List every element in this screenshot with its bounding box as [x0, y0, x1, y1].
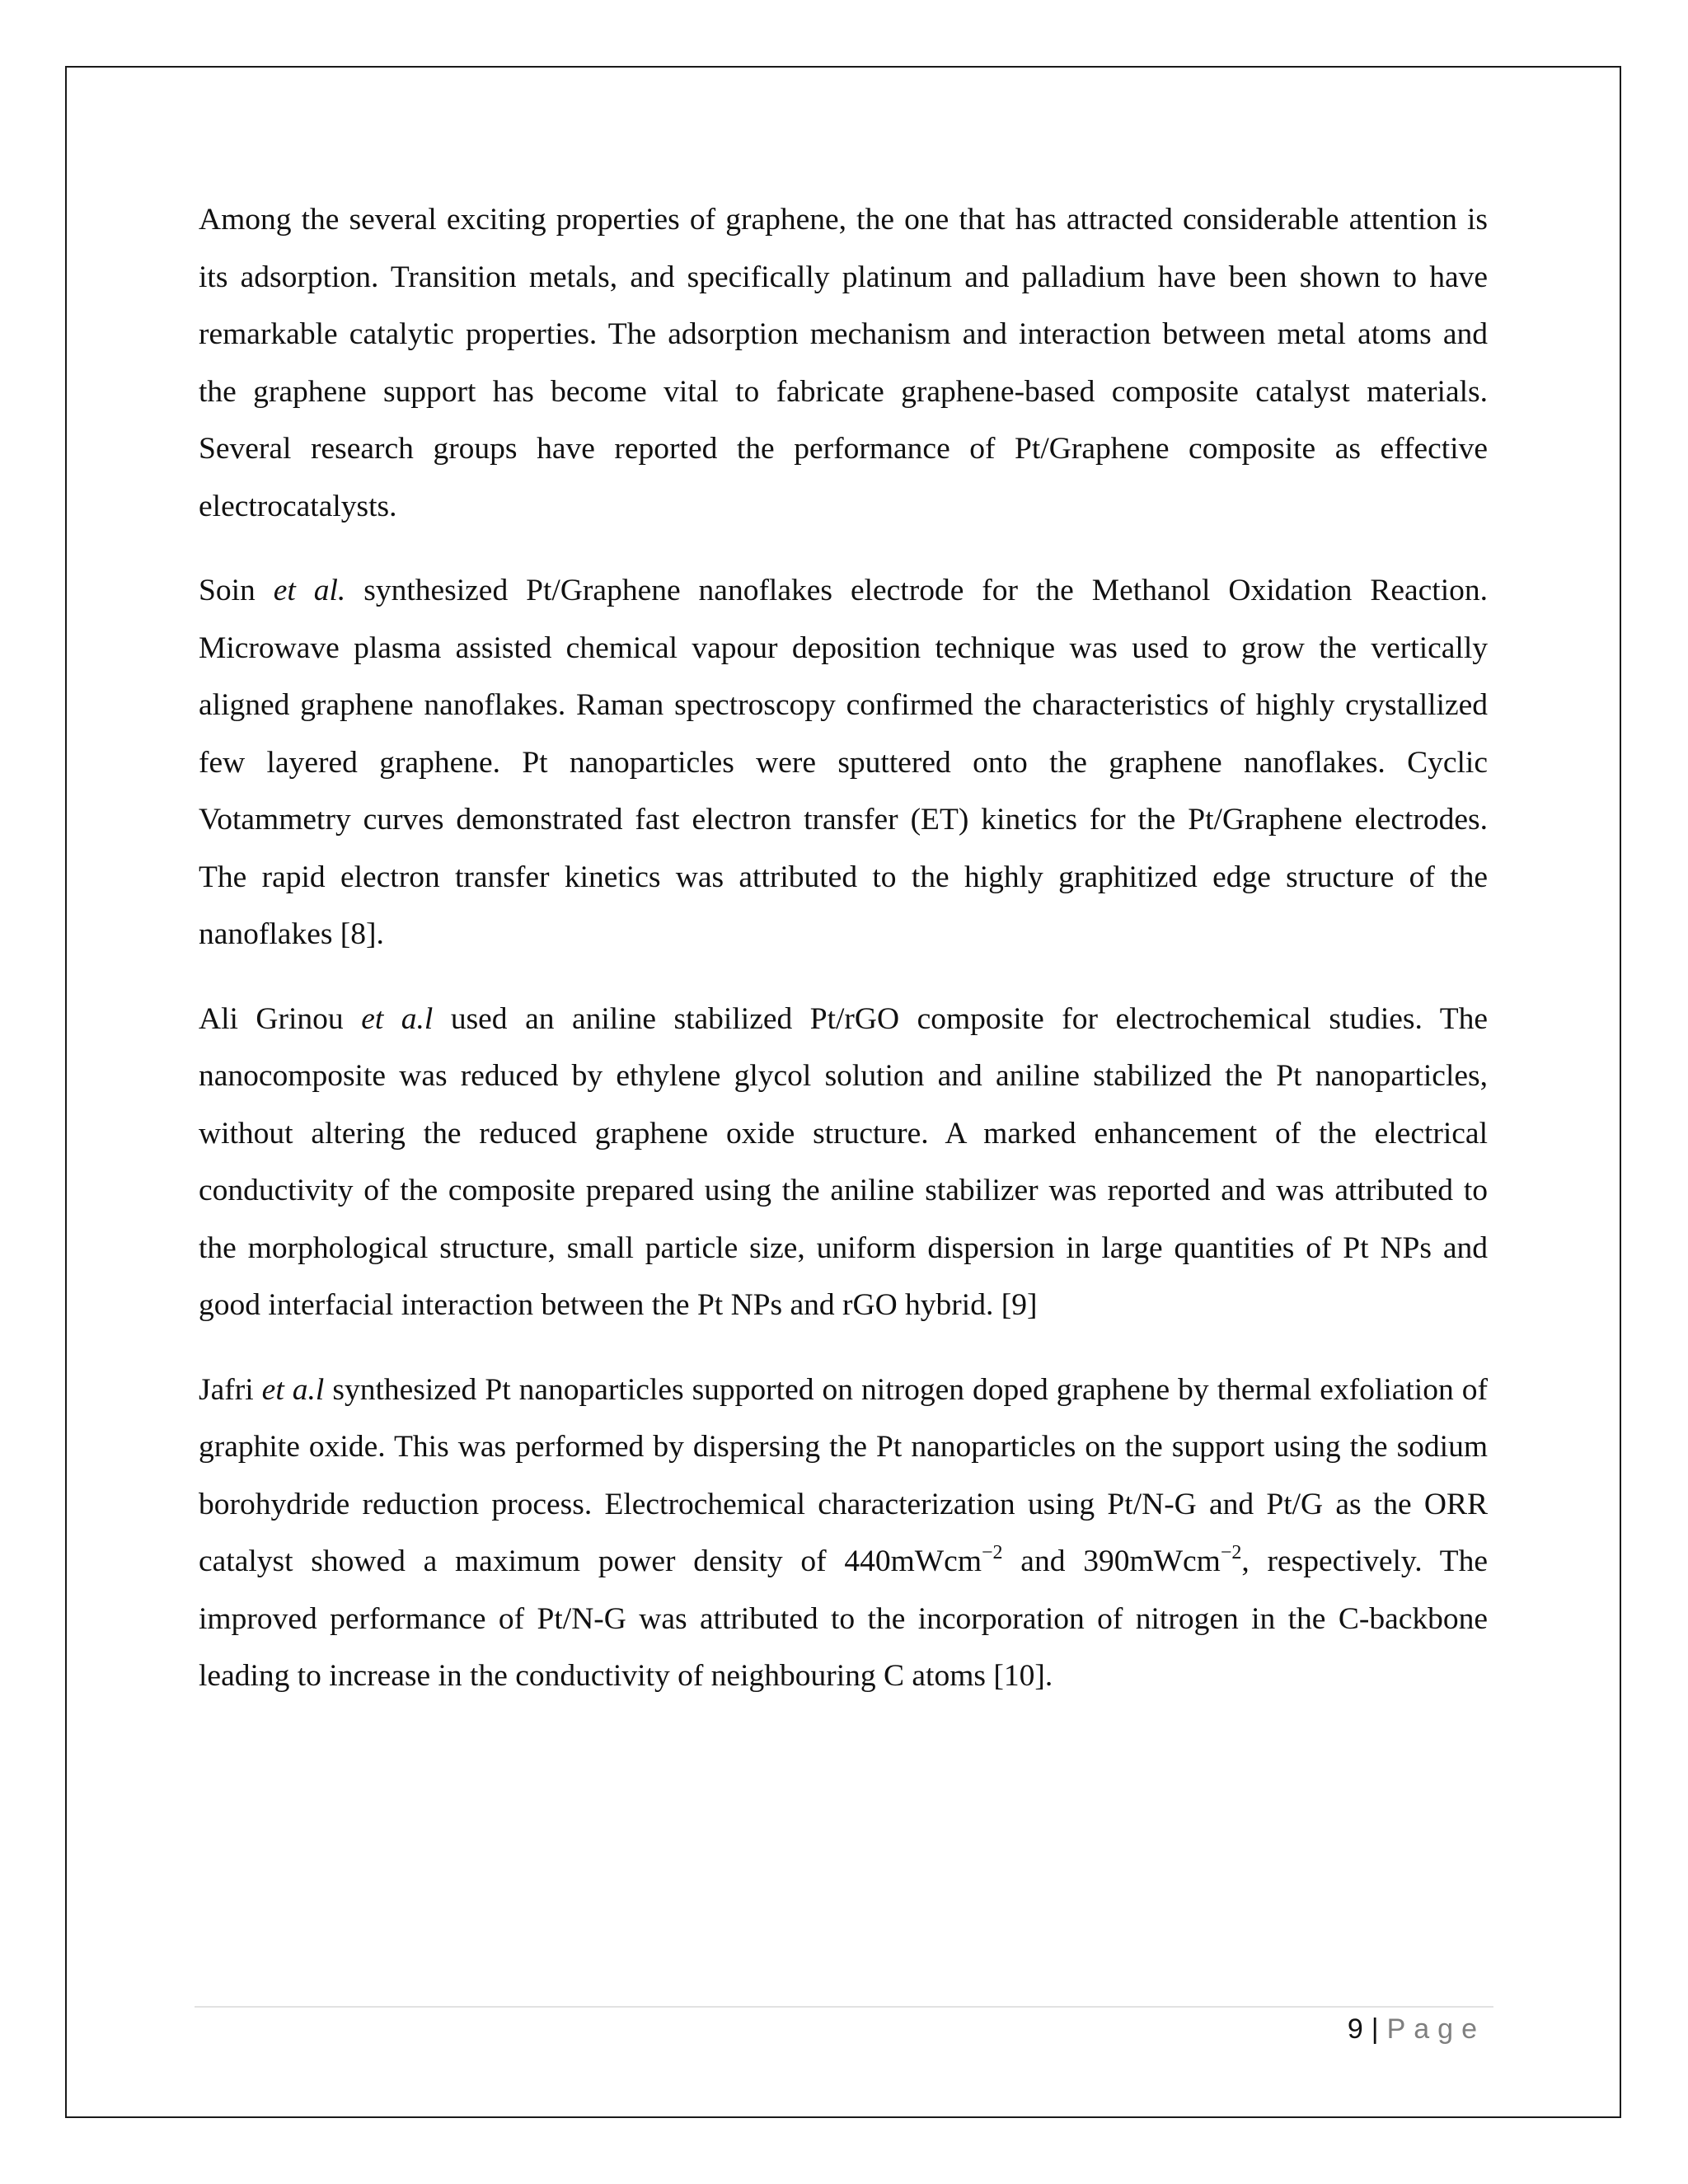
paragraph-grinou — [199, 991, 1488, 1334]
page-label: Page — [1386, 2013, 1485, 2045]
paragraph-soin — [199, 562, 1488, 963]
paragraph-text: used an aniline stabilized Pt/rGO composite for electrochemical studies. The nanocomposite was reduced by ethylene glycol solution and aniline stabilized the Pt nanoparticles, without altering the reduced graphene oxide structure. A marked enhancement of the electrical conductivity of the composite prepared using the aniline stabilizer was reported and was attributed to the morphological structure, small particle size, uniform dispersion in large quantities of Pt NPs and good interfacial interaction between the Pt NPs and rGO hybrid. [9] — [199, 1001, 1489, 1322]
paragraph-jafri — [199, 1361, 1488, 1705]
author-name: Soin — [199, 574, 274, 607]
footer-divider — [195, 2006, 1493, 2008]
paragraph-graphene-adsorption — [199, 191, 1488, 535]
superscript-exponent: −2 — [1220, 1541, 1242, 1563]
author-name: Jafri — [199, 1372, 262, 1407]
page-number: 9 — [1347, 2013, 1363, 2045]
et-al-italic: et a.l — [361, 1001, 434, 1036]
author-name: Ali Grinou — [199, 1001, 362, 1036]
paragraph-text: Among the several exciting properties of graphene, the one that has attracted considerable attention is its adsorption. Transition metals, and specifically platinum and palladium have been shown to have remarkable catalytic properties. The adsorption mechanism and interaction between metal atoms and the graphene support has become vital to fabricate graphene-based composite catalyst materials. Several research groups have reported the performance of Pt/Graphene composite as effective electrocatalysts. — [199, 203, 1488, 523]
page-footer — [1348, 2011, 1485, 2047]
footer-separator: | — [1371, 2013, 1379, 2045]
paragraph-text: synthesized Pt nanoparticles supported on nitrogen doped graphene by thermal exfoliation of graphite oxide. This was performed by dispersing the Pt nanoparticles on the support using the sodium borohydride reduction process. Electrochemical characterization using Pt/N-G and Pt/G as the ORR catalyst showed a maximum power density of 440mWcm — [199, 1372, 1488, 1578]
superscript-exponent: −2 — [982, 1541, 1003, 1563]
paragraph-text: , respectively. The improved performance of Pt/N-G was attributed to the incorporation of nitrogen in the C-backbone leading to increase in the conductivity of neighbouring C atoms [10]. — [199, 1544, 1488, 1693]
paragraph-text: synthesized Pt/Graphene nanoflakes electrode for the Methanol Oxidation Reaction. Microwave plasma assisted chemical vapour deposition technique was used to grow the vertically aligned graphene nanoflakes. Raman spectroscopy confirmed the characteristics of highly crystallized few layered graphene. Pt nanoparticles were sputtered onto the graphene nanoflakes. Cyclic Votammetry curves demonstrated fast electron transfer (ET) kinetics for the Pt/Graphene electrodes. The rapid electron transfer kinetics was attributed to the highly graphitized edge structure of the nanoflakes [8]. — [199, 574, 1488, 951]
et-al-italic: et al. — [273, 574, 346, 607]
paragraph-text: and 390mWcm — [1002, 1544, 1221, 1578]
et-al-italic: et a.l — [261, 1372, 325, 1407]
document-body — [199, 191, 1488, 1732]
